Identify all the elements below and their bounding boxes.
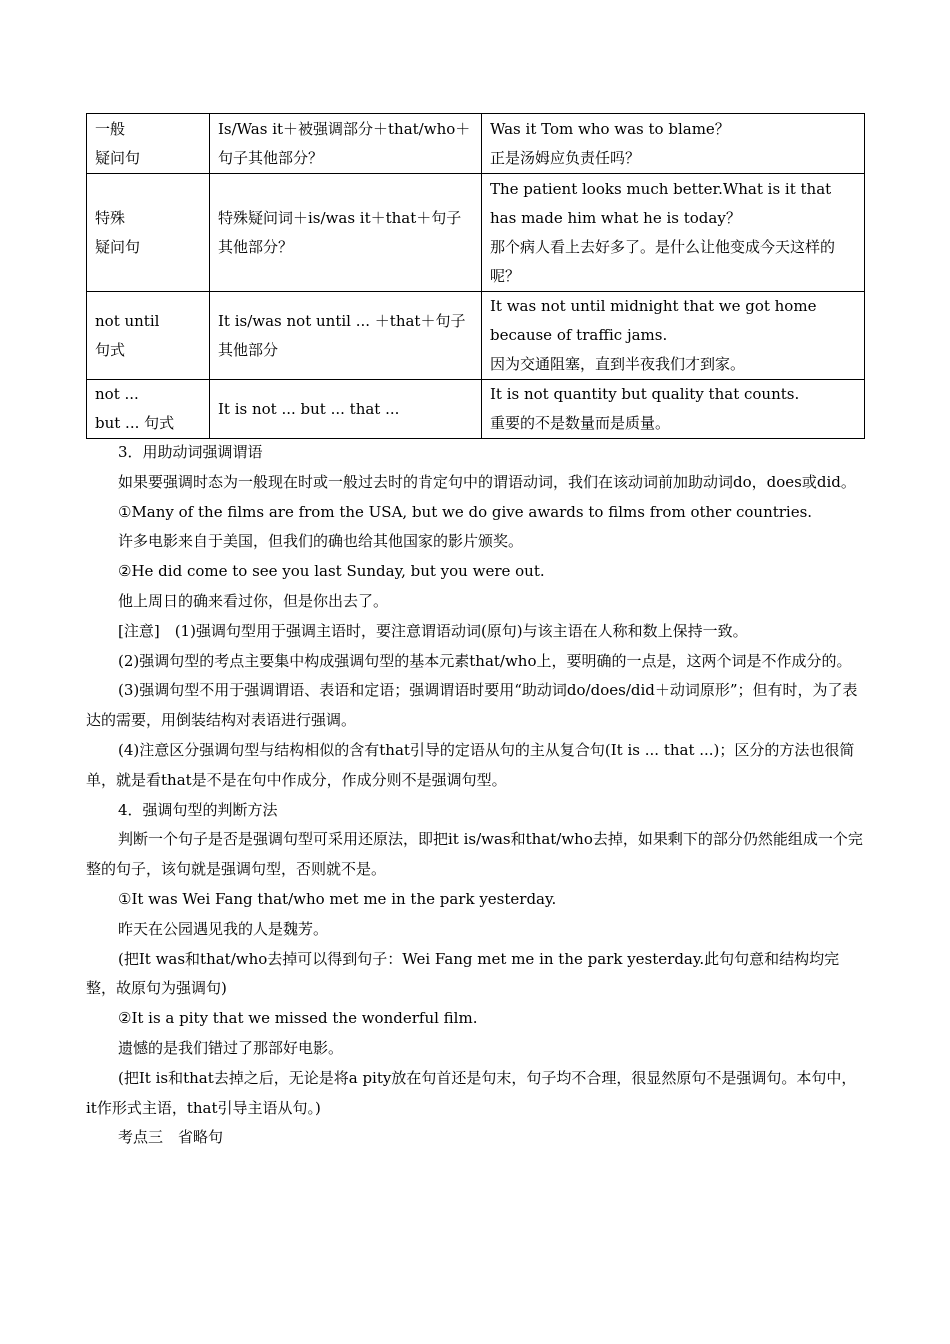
note-paragraph: (2)强调句型的考点主要集中构成强调句型的基本元素that/who上，要明确的一点是，这两个词是不作成分的。	[118, 651, 852, 670]
sentence-type-line: but ... 句式	[95, 414, 175, 432]
pattern-text: It is not ... but ... that ...	[218, 399, 400, 418]
example-chinese: 正是汤姆应负责任吗？	[490, 148, 641, 167]
example-english: ①It was Wei Fang that/who met me in the park yesterday.	[118, 889, 557, 908]
example-english: ①Many of the films are from the USA, but we do give awards to films from other countries.	[118, 502, 813, 521]
example-english: The patient looks much better.What is it that has made him what he is today？	[490, 179, 832, 227]
table-row	[87, 380, 865, 439]
note-paragraph: (3)强调句型不用于强调谓语、表语和定语；强调谓语时要用“助动词do/does/did＋动词原形”；但有时，为了表达的需要，用倒装结构对表语进行强调。	[86, 681, 858, 730]
note-paragraph: (4)注意区分强调句型与结构相似的含有that引导的定语从句的主从复合句(It is ... that ...)；区分的方法也很简单，就是看that是不是在句中作成分，作成分则不是强调句型。	[86, 740, 855, 789]
example-chinese: 他上周日的确来看过你，但是你出去了。	[118, 591, 389, 610]
example-chinese: 因为交通阻塞，直到半夜我们才到家。	[490, 355, 746, 373]
table-row	[87, 292, 865, 380]
emphasis-pattern-table	[86, 113, 865, 439]
sentence-type-line: 句式	[95, 340, 126, 359]
pattern-cell	[210, 114, 482, 174]
explanation-paragraph: (把It is和that去掉之后，无论是将a pity放在句首还是句末，句子均不合理，很显然原句不是强调句。本句中，it作形式主语，that引导主语从句。)	[86, 1068, 857, 1117]
body-text	[86, 438, 864, 1153]
sentence-type-cell	[87, 292, 210, 380]
example-cell	[482, 380, 865, 439]
section-heading: 4．强调句型的判断方法	[118, 800, 278, 819]
example-cell	[482, 292, 865, 380]
sentence-type-line: 一般	[95, 119, 126, 138]
section-heading: 3．用助动词强调谓语	[118, 443, 263, 461]
example-chinese: 昨天在公园遇见我的人是魏芳。	[118, 919, 329, 938]
sentence-type-cell	[87, 114, 210, 174]
sentence-type-line: not ...	[95, 385, 139, 403]
pattern-cell	[210, 380, 482, 439]
pattern-text: 特殊疑问词＋is/was it＋that＋句子其他部分？	[218, 208, 462, 256]
section-heading: 考点三 省略句	[118, 1128, 224, 1147]
sentence-type-line: 疑问句	[95, 237, 141, 256]
example-cell	[482, 114, 865, 174]
pattern-text: It is/was not until ... ＋that＋句子其他部分	[218, 311, 466, 359]
table-row	[87, 114, 865, 174]
sentence-type-line: 疑问句	[95, 148, 141, 167]
pattern-cell	[210, 292, 482, 380]
pattern-text: Is/Was it＋被强调部分＋that/who＋句子其他部分？	[218, 119, 471, 167]
pattern-cell	[210, 174, 482, 292]
example-chinese: 许多电影来自于美国，但我们的确也给其他国家的影片颁奖。	[118, 532, 524, 551]
example-english: ②It is a pity that we missed the wonderful film.	[118, 1009, 478, 1028]
sentence-type-line: not until	[95, 311, 160, 330]
sentence-type-cell	[87, 380, 210, 439]
paragraph: 如果要强调时态为一般现在时或一般过去时的肯定句中的谓语动词，我们在该动词前加助动词do，does或did。	[118, 472, 856, 491]
example-english: It was not until midnight that we got home because of traffic jams.	[490, 297, 817, 344]
example-cell	[482, 174, 865, 292]
example-chinese: 那个病人看上去好多了。是什么让他变成今天这样的呢？	[490, 237, 836, 285]
example-english: It is not quantity but quality that counts.	[490, 385, 800, 403]
note-paragraph: [注意] (1)强调句型用于强调主语时，要注意谓语动词(原句)与该主语在人称和数上保持一致。	[118, 621, 748, 640]
example-chinese: 重要的不是数量而是质量。	[490, 414, 671, 432]
explanation-paragraph: (把It was和that/who去掉可以得到句子：Wei Fang met me in the park yesterday.此句句意和结构均完整，故原句为强调句)	[86, 949, 840, 998]
sentence-type-cell	[87, 174, 210, 292]
table-row	[87, 174, 865, 292]
example-english: ②He did come to see you last Sunday, but you were out.	[118, 562, 545, 581]
sentence-type-line: 特殊	[95, 208, 126, 227]
paragraph: 判断一个句子是否是强调句型可采用还原法，即把it is/was和that/who去掉，如果剩下的部分仍然能组成一个完整的句子，该句就是强调句型，否则就不是。	[86, 830, 863, 879]
example-english: Was it Tom who was to blame？	[490, 119, 730, 138]
example-chinese: 遗憾的是我们错过了那部好电影。	[118, 1038, 344, 1057]
